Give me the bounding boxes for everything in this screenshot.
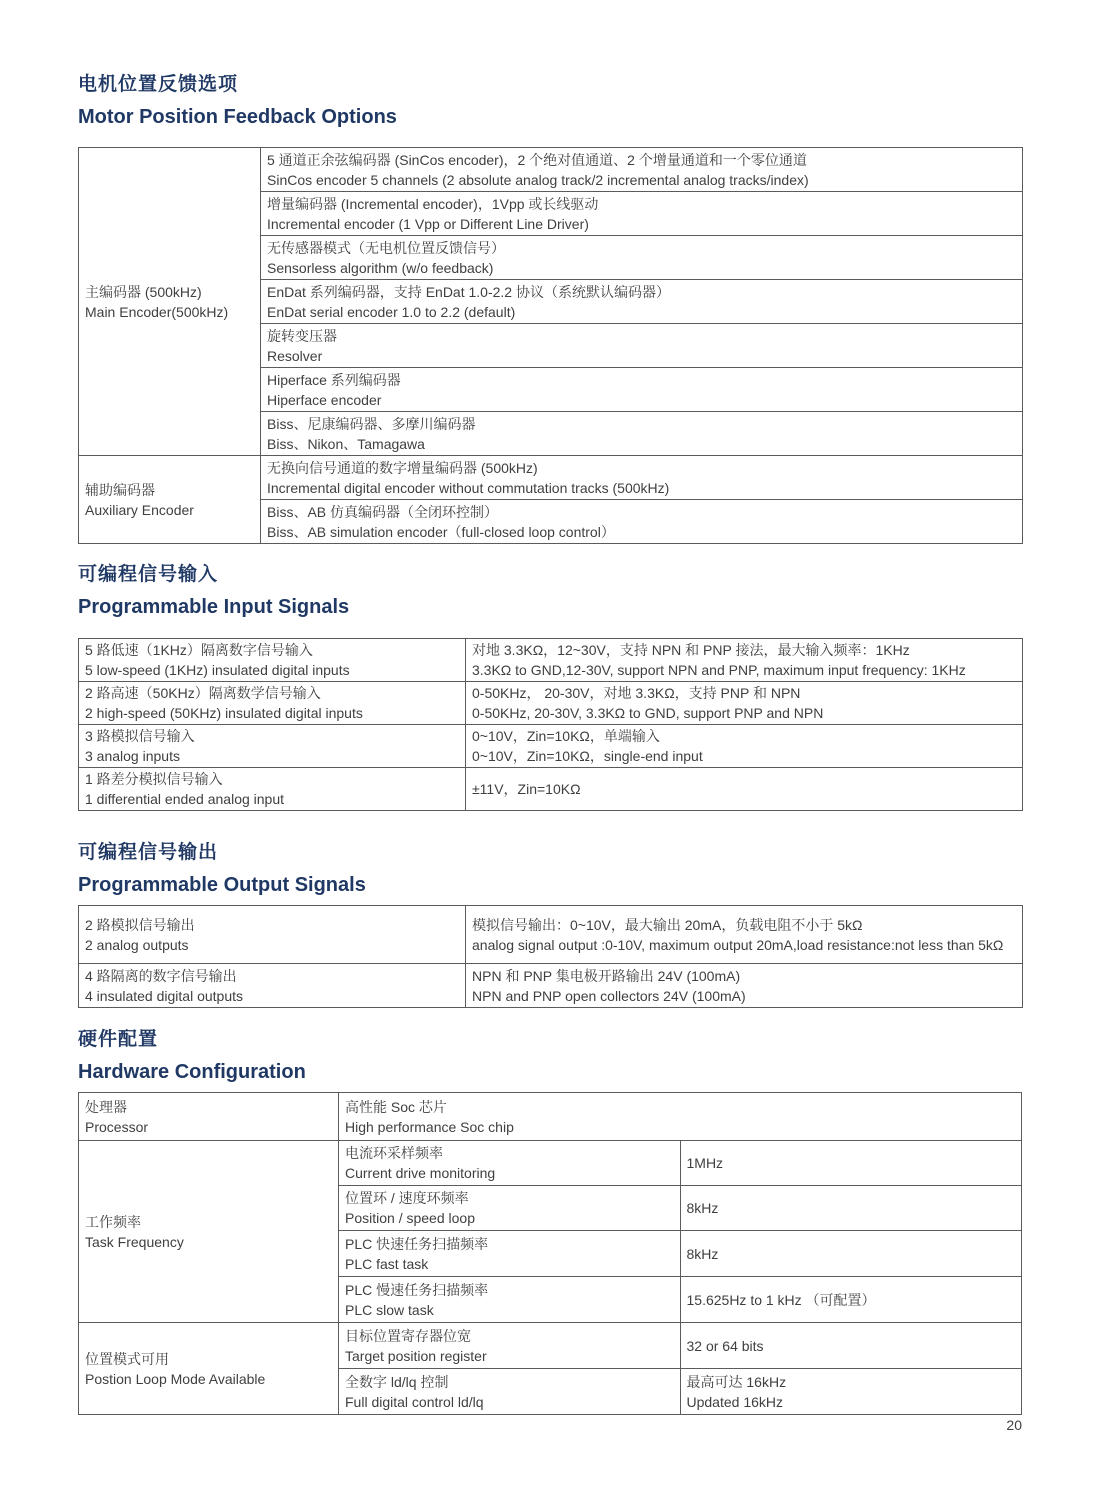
cell-aux-encoder-label <box>79 456 261 544</box>
table-row <box>79 148 1023 192</box>
cell-input-name <box>79 768 466 811</box>
cell-encoder-option <box>261 368 1023 412</box>
cell-text-en: Full digital control ld/lq <box>345 1393 484 1410</box>
section-title-en: Hardware Configuration <box>78 1061 306 1083</box>
cell-text-zh: 2 路模拟信号输出 <box>85 916 195 933</box>
cell-text-zh: 对地 3.3KΩ，12~30V，支持 NPN 和 PNP 接法，最大输入频率：1KHz <box>472 642 910 658</box>
cell-input-name <box>79 725 466 768</box>
table-row <box>79 456 1023 500</box>
cell-text-en: 3 analog inputs <box>85 748 180 764</box>
cell-hw-value: 1MHz <box>680 1141 1022 1186</box>
cell-text-zh: EnDat 系列编码器，支持 EnDat 1.0-2.2 协议（系统默认编码器） <box>267 283 670 300</box>
cell-output-name <box>79 906 466 964</box>
section-title-en: Programmable Output Signals <box>78 874 366 896</box>
cell-text-zh: NPN 和 PNP 集电极开路输出 24V (100mA) <box>472 967 741 984</box>
cell-hw-value: 8kHz <box>680 1186 1022 1231</box>
cell-output-spec <box>466 964 1023 1008</box>
cell-text-zh: 高性能 Soc 芯片 <box>345 1098 447 1115</box>
cell-text-zh: Hiperface 系列编码器 <box>267 371 401 388</box>
cell-encoder-option <box>261 192 1023 236</box>
cell-hw-value: 8kHz <box>680 1231 1022 1277</box>
cell-text-zh: 无传感器模式（无电机位置反馈信号） <box>267 239 505 256</box>
table-row <box>79 1141 1022 1186</box>
cell-main-encoder-label <box>79 148 261 456</box>
cell-text-en: Hiperface encoder <box>267 391 382 408</box>
cell-encoder-option <box>261 148 1023 192</box>
table-row <box>79 768 1023 811</box>
cell-text-zh: 模拟信号输出：0~10V，最大输出 20mA，负载电阻不小于 5kΩ <box>472 916 863 933</box>
cell-text-zh: 旋转变压器 <box>267 327 337 344</box>
cell-text-en: PLC fast task <box>345 1255 429 1272</box>
cell-encoder-option <box>261 324 1023 368</box>
section-outputs-heading <box>78 840 1022 899</box>
cell-text-en: Incremental digital encoder without commutation tracks (500kHz) <box>267 479 670 496</box>
cell-text-en: Incremental encoder (1 Vpp or Different Line Driver) <box>267 215 589 232</box>
cell-output-name <box>79 964 466 1008</box>
cell-encoder-option <box>261 500 1023 544</box>
cell-text-en: Task Frequency <box>85 1233 184 1250</box>
page-number: 20 <box>1006 1417 1022 1433</box>
table-row <box>79 906 1023 964</box>
cell-text-en: 2 analog outputs <box>85 936 189 953</box>
cell-processor-value <box>339 1093 1022 1141</box>
cell-text-en: High performance Soc chip <box>345 1118 514 1135</box>
cell-text-zh: 0-50KHz， 20-30V，对地 3.3KΩ，支持 PNP 和 NPN <box>472 685 801 701</box>
section-title-zh: 可编程信号输出 <box>78 842 219 863</box>
cell-text-zh: 辅助编码器 <box>85 481 155 498</box>
cell-output-spec <box>466 906 1023 964</box>
cell-text-zh: 0~10V，Zin=10KΩ，单端输入 <box>472 728 660 744</box>
cell-hw-item <box>339 1277 681 1323</box>
inputs-table <box>78 638 1023 811</box>
cell-text-single: ±11V，Zin=10KΩ <box>472 781 581 797</box>
cell-text-en: Sensorless algorithm (w/o feedback) <box>267 259 494 276</box>
cell-text-en: NPN and PNP open collectors 24V (100mA) <box>472 987 746 1004</box>
cell-text-zh: 位置环 / 速度环频率 <box>345 1190 469 1206</box>
cell-encoder-option <box>261 412 1023 456</box>
cell-text-en: EnDat serial encoder 1.0 to 2.2 (default) <box>267 303 516 320</box>
cell-text-en: Resolver <box>267 347 323 364</box>
section-title-zh: 硬件配置 <box>78 1029 159 1050</box>
cell-input-spec <box>466 768 1023 811</box>
section-title-en: Motor Position Feedback Options <box>78 106 397 128</box>
cell-text-zh: 全数字 ld/lq 控制 <box>345 1373 449 1390</box>
table-row <box>79 964 1023 1008</box>
cell-position-mode-label <box>79 1323 339 1415</box>
cell-encoder-option <box>261 456 1023 500</box>
cell-text-en: Target position register <box>345 1347 487 1364</box>
cell-text-zh: 4 路隔离的数字信号输出 <box>85 967 237 984</box>
cell-text-en: Auxiliary Encoder <box>85 501 194 518</box>
cell-text-en: Updated 16kHz <box>686 1393 784 1410</box>
table-row <box>79 725 1023 768</box>
section-title-en: Programmable Input Signals <box>78 596 350 618</box>
cell-text-en: 5 low-speed (1KHz) insulated digital inputs <box>85 662 350 678</box>
cell-text-en: 2 high-speed (50KHz) insulated digital inputs <box>85 705 363 721</box>
cell-hw-item <box>339 1141 681 1186</box>
cell-text-en: 0~10V，Zin=10KΩ，single-end input <box>472 748 703 764</box>
cell-text-en: PLC slow task <box>345 1301 434 1318</box>
cell-text-zh: 位置模式可用 <box>85 1350 169 1367</box>
feedback-table <box>78 147 1023 544</box>
section-hardware-heading <box>78 1027 1022 1086</box>
cell-task-frequency-label <box>79 1141 339 1323</box>
section-inputs-heading <box>78 562 1022 621</box>
cell-hw-value: 15.625Hz to 1 kHz （可配置） <box>680 1277 1022 1323</box>
cell-hw-value: 32 or 64 bits <box>680 1323 1022 1369</box>
table-row <box>79 1093 1022 1141</box>
cell-text-en: 3.3KΩ to GND,12-30V, support NPN and PNP, maximum input frequency: 1KHz <box>472 662 966 678</box>
hardware-table-wrap <box>78 1092 1022 1415</box>
cell-input-name <box>79 639 466 682</box>
cell-text-zh: PLC 快速任务扫描频率 <box>345 1235 489 1252</box>
section-title-zh: 可编程信号输入 <box>78 564 219 585</box>
cell-encoder-option <box>261 236 1023 280</box>
feedback-table-wrap <box>78 147 1022 544</box>
cell-text-en: Biss、Nikon、Tamagawa <box>267 435 425 452</box>
cell-processor-label <box>79 1093 339 1141</box>
cell-text-en: analog signal output :0-10V, maximum output 20mA,load resistance:not less than 5kΩ <box>472 936 1004 953</box>
cell-input-spec <box>466 725 1023 768</box>
cell-text-zh: Biss、AB 仿真编码器（全闭环控制） <box>267 503 499 520</box>
cell-text-en: Biss、AB simulation encoder（full-closed loop control） <box>267 523 615 540</box>
cell-text-zh: 无换向信号通道的数字增量编码器 (500kHz) <box>267 459 538 476</box>
cell-text-zh: 目标位置寄存器位宽 <box>345 1327 471 1344</box>
cell-input-name <box>79 682 466 725</box>
cell-text-zh: 2 路高速（50KHz）隔离数学信号输入 <box>85 685 321 701</box>
inputs-table-wrap <box>78 638 1022 811</box>
cell-text-zh: 工作频率 <box>85 1213 141 1230</box>
cell-text-zh: 主编码器 (500kHz) <box>85 283 202 300</box>
cell-text-zh: PLC 慢速任务扫描频率 <box>345 1281 489 1298</box>
cell-text-en: SinCos encoder 5 channels (2 absolute analog track/2 incremental analog tracks/index) <box>267 171 809 188</box>
cell-text-en: Main Encoder(500kHz) <box>85 303 229 320</box>
table-row <box>79 1323 1022 1369</box>
cell-hw-value <box>680 1369 1022 1415</box>
section-title-zh: 电机位置反馈选项 <box>78 74 239 95</box>
cell-text-en: 4 insulated digital outputs <box>85 987 243 1004</box>
cell-text-en: 0-50KHz, 20-30V, 3.3KΩ to GND, support PNP and NPN <box>472 705 824 721</box>
cell-text-zh: 增量编码器 (Incremental encoder)，1Vpp 或长线驱动 <box>267 195 599 212</box>
cell-text-en: Position / speed loop <box>345 1210 475 1226</box>
table-row <box>79 682 1023 725</box>
cell-text-zh: 1 路差分模拟信号输入 <box>85 771 223 787</box>
cell-hw-item <box>339 1231 681 1277</box>
cell-text-zh: 5 路低速（1KHz）隔离数字信号输入 <box>85 642 313 658</box>
cell-text-zh: 最高可达 16kHz <box>686 1373 787 1390</box>
hardware-table <box>78 1092 1022 1415</box>
cell-text-zh: 3 路模拟信号输入 <box>85 728 195 744</box>
cell-text-zh: Biss、尼康编码器、多摩川编码器 <box>267 415 476 432</box>
cell-text-zh: 5 通道正余弦编码器 (SinCos encoder)，2 个绝对值通道、2 个增量通道和一个零位通道 <box>267 151 807 168</box>
section-feedback-heading <box>78 72 1022 131</box>
outputs-table <box>78 905 1023 1008</box>
cell-hw-item <box>339 1323 681 1369</box>
cell-input-spec <box>466 639 1023 682</box>
cell-input-spec <box>466 682 1023 725</box>
cell-text-zh: 处理器 <box>85 1098 127 1115</box>
table-row <box>79 639 1023 682</box>
cell-hw-item <box>339 1369 681 1415</box>
cell-hw-item <box>339 1186 681 1231</box>
outputs-table-wrap <box>78 905 1022 1008</box>
cell-text-en: Postion Loop Mode Available <box>85 1370 266 1387</box>
cell-text-en: Processor <box>85 1118 149 1135</box>
cell-text-zh: 电流环采样频率 <box>345 1145 443 1161</box>
cell-text-en: 1 differential ended analog input <box>85 791 285 807</box>
cell-text-en: Current drive monitoring <box>345 1165 496 1181</box>
cell-encoder-option <box>261 280 1023 324</box>
